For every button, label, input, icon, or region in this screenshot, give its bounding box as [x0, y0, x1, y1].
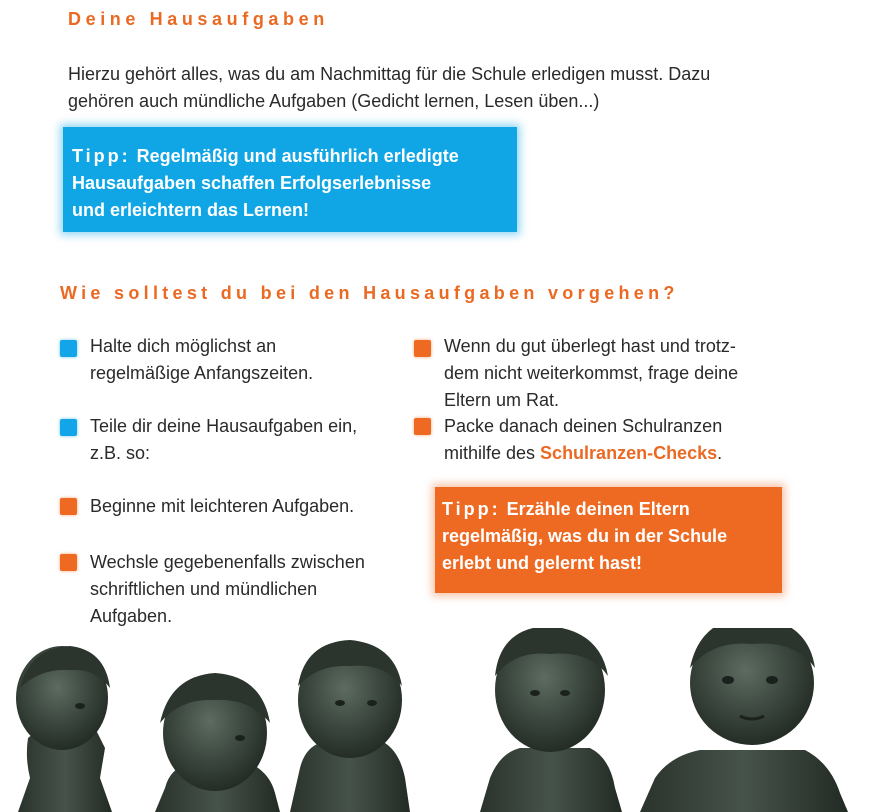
sculpture-head-1: [16, 646, 112, 812]
tip-line-3: erlebt und gelernt hast!: [442, 553, 643, 573]
sculpture-head-5: [640, 628, 848, 812]
list-item-line: Beginne mit leichteren Aufgaben.: [90, 496, 355, 516]
bullet-orange-icon: [414, 340, 431, 357]
list-item-start-times: [90, 333, 313, 387]
tip-box-blue: [63, 127, 517, 232]
tip-label: Tipp:: [72, 146, 131, 166]
intro-line-2: gehören auch mündliche Aufgaben (Gedicht lernen, Lesen üben...): [68, 91, 600, 111]
bullet-orange-icon: [414, 418, 431, 435]
tip-box-orange: [435, 487, 782, 593]
list-item-easy-first: [90, 493, 354, 520]
list-item-line: Halte dich möglichst an: [90, 336, 277, 356]
list-item-line: schriftlichen und mündlichen: [90, 579, 318, 599]
schoolbag-check-link[interactable]: Schulranzen-Checks: [540, 443, 718, 463]
bronze-sculptures-image: [0, 628, 872, 812]
list-item-line: Eltern um Rat.: [444, 390, 560, 410]
list-item-line: Wechsle gegebenenfalls zwischen: [90, 552, 365, 572]
list-item-ask-parents: [444, 333, 738, 414]
sculpture-head-4: [480, 628, 622, 812]
list-item-line: regelmäßige Anfangszeiten.: [90, 363, 314, 383]
bullet-blue-icon: [60, 340, 77, 357]
tip-line-2: regelmäßig, was du in der Schule: [442, 526, 728, 546]
bullet-orange-icon: [60, 554, 77, 571]
section-heading-homework: Deine Hausaufgaben: [68, 9, 329, 29]
list-item-line: Wenn du gut überlegt hast und trotz-: [444, 336, 736, 356]
sculpture-head-3: [290, 640, 410, 812]
tip-line-1: Erzähle deinen Eltern: [506, 499, 690, 519]
bullet-blue-icon: [60, 419, 77, 436]
tip-label: Tipp:: [442, 499, 501, 519]
link-prefix: mithilfe des: [444, 443, 541, 463]
list-item-alternate-tasks: [90, 549, 365, 630]
tip-line-3: und erleichtern das Lernen!: [72, 200, 310, 220]
list-item-line: dem nicht weiterkommst, frage deine: [444, 363, 739, 383]
tip-line-2: Hausaufgaben schaffen Erfolgserlebnisse: [72, 173, 432, 193]
intro-paragraph: [68, 61, 828, 115]
tip-line-1: Regelmäßig und ausführlich erledigte: [136, 146, 459, 166]
list-item-line: [444, 440, 722, 467]
list-item-divide-homework: [90, 413, 357, 467]
list-item-pack-schoolbag: [444, 413, 722, 467]
list-item-line: z.B. so:: [90, 443, 151, 463]
bullet-orange-icon: [60, 498, 77, 515]
list-item-line: Packe danach deinen Schulranzen: [444, 416, 723, 436]
intro-line-1: Hierzu gehört alles, was du am Nachmittag für die Schule erledigen musst. Dazu: [68, 64, 711, 84]
sculpture-head-2: [155, 673, 280, 812]
link-suffix: .: [717, 443, 723, 463]
section-heading-approach: Wie solltest du bei den Hausaufgaben vorgehen?: [60, 283, 679, 303]
list-item-line: Teile dir deine Hausaufgaben ein,: [90, 416, 358, 436]
list-item-line: Aufgaben.: [90, 606, 173, 626]
